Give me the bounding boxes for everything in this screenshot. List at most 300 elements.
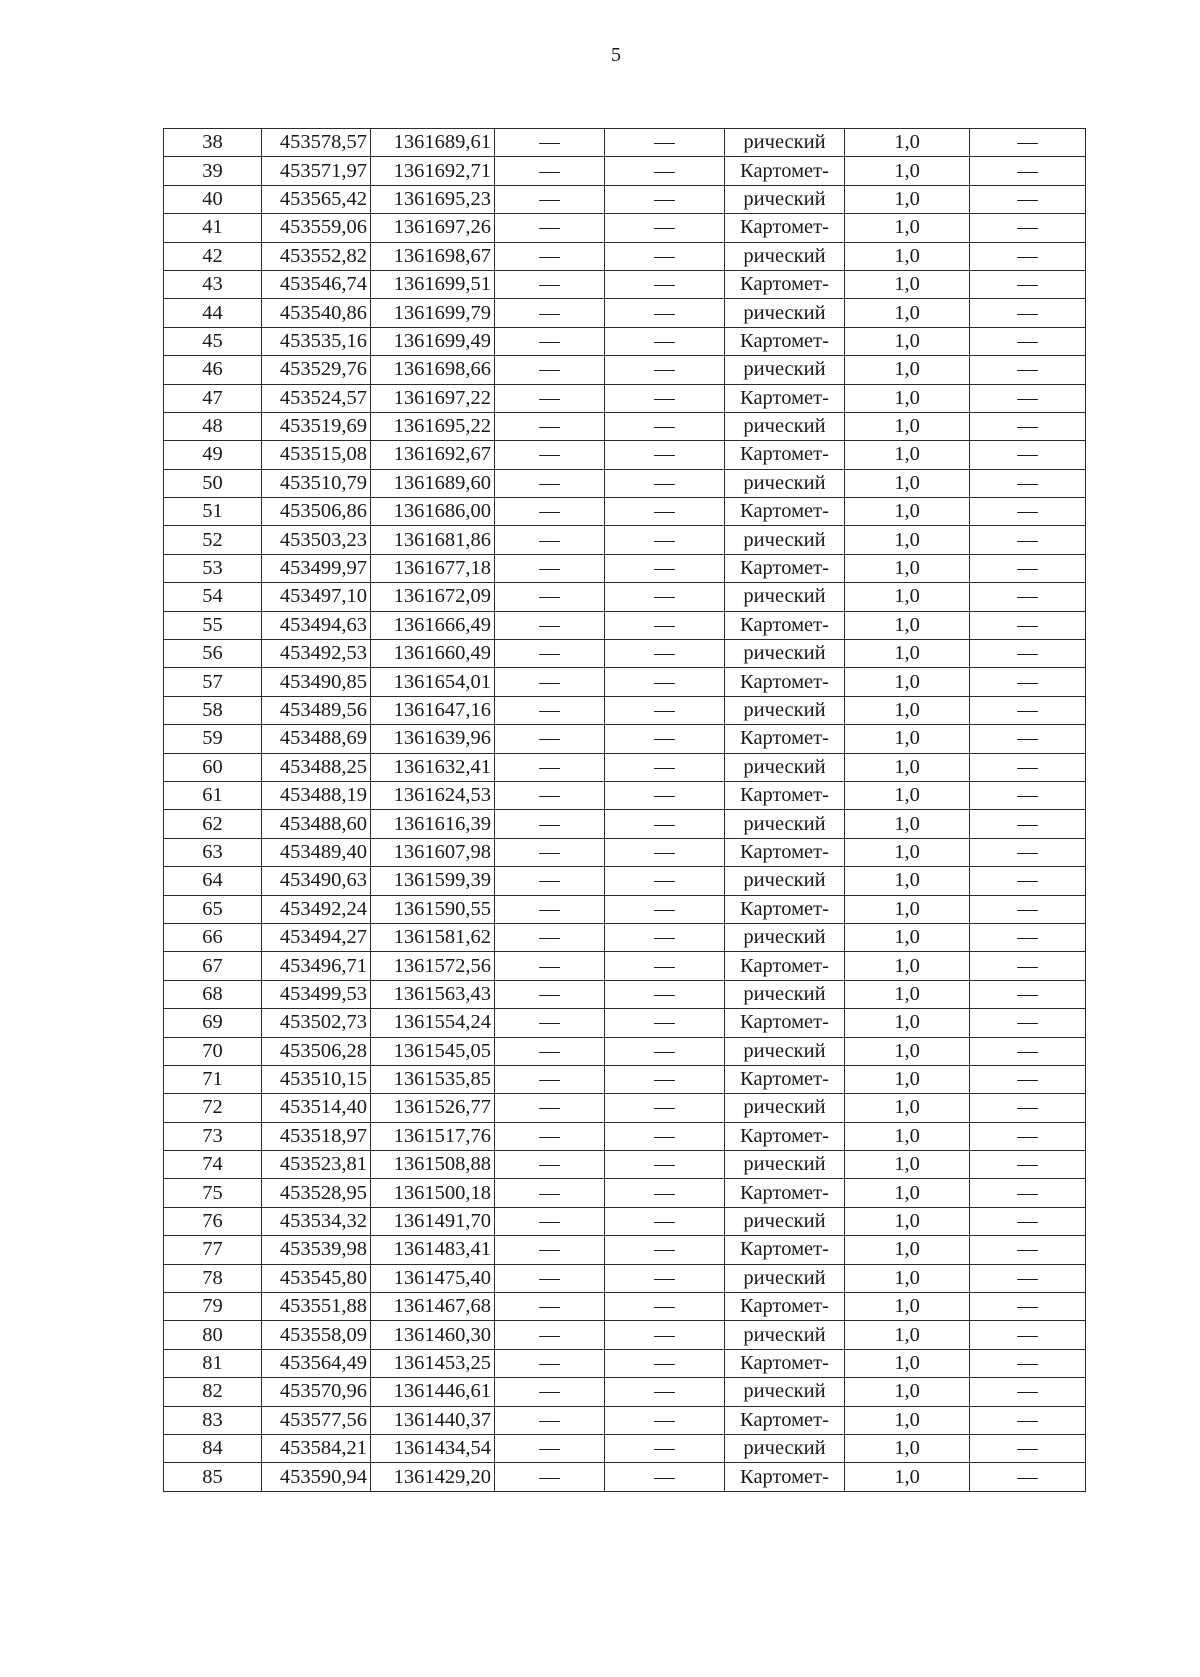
method-cell: Картомет- (725, 781, 845, 809)
empty-value-cell: — (495, 214, 605, 242)
empty-value-cell: — (495, 781, 605, 809)
empty-value-cell: — (605, 1037, 725, 1065)
method-cell: Картомет- (725, 1179, 845, 1207)
empty-value-cell: — (605, 441, 725, 469)
accuracy-cell: 1,0 (845, 923, 970, 951)
method-cell: Картомет- (725, 554, 845, 582)
method-cell: рический (725, 583, 845, 611)
table-row (164, 299, 1086, 327)
empty-value-cell: — (605, 1065, 725, 1093)
table-row (164, 214, 1086, 242)
point-number-cell: 65 (164, 895, 262, 923)
accuracy-cell: 1,0 (845, 1349, 970, 1377)
point-number-cell: 79 (164, 1293, 262, 1321)
table-row (164, 810, 1086, 838)
method-cell: Картомет- (725, 1293, 845, 1321)
empty-value-cell: — (605, 1151, 725, 1179)
y-coordinate-cell: 1361698,66 (371, 356, 495, 384)
empty-value-cell: — (605, 1264, 725, 1292)
method-cell: рический (725, 242, 845, 270)
point-number-cell: 85 (164, 1463, 262, 1491)
empty-value-cell: — (970, 498, 1086, 526)
y-coordinate-cell: 1361681,86 (371, 526, 495, 554)
table-row (164, 441, 1086, 469)
empty-value-cell: — (605, 242, 725, 270)
empty-value-cell: — (970, 412, 1086, 440)
table-row (164, 668, 1086, 696)
accuracy-cell: 1,0 (845, 498, 970, 526)
empty-value-cell: — (495, 1264, 605, 1292)
table-row (164, 129, 1086, 157)
point-number-cell: 75 (164, 1179, 262, 1207)
empty-value-cell: — (605, 781, 725, 809)
empty-value-cell: — (605, 583, 725, 611)
method-cell: Картомет- (725, 1463, 845, 1491)
empty-value-cell: — (495, 185, 605, 213)
point-number-cell: 41 (164, 214, 262, 242)
point-number-cell: 55 (164, 611, 262, 639)
accuracy-cell: 1,0 (845, 327, 970, 355)
x-coordinate-cell: 453545,80 (262, 1264, 371, 1292)
accuracy-cell: 1,0 (845, 1065, 970, 1093)
point-number-cell: 81 (164, 1349, 262, 1377)
x-coordinate-cell: 453502,73 (262, 1009, 371, 1037)
point-number-cell: 63 (164, 838, 262, 866)
point-number-cell: 73 (164, 1122, 262, 1150)
x-coordinate-cell: 453494,63 (262, 611, 371, 639)
empty-value-cell: — (495, 1236, 605, 1264)
y-coordinate-cell: 1361616,39 (371, 810, 495, 838)
empty-value-cell: — (495, 1122, 605, 1150)
empty-value-cell: — (605, 923, 725, 951)
method-cell: Картомет- (725, 895, 845, 923)
x-coordinate-cell: 453515,08 (262, 441, 371, 469)
empty-value-cell: — (970, 327, 1086, 355)
empty-value-cell: — (970, 867, 1086, 895)
x-coordinate-cell: 453506,86 (262, 498, 371, 526)
y-coordinate-cell: 1361697,22 (371, 384, 495, 412)
empty-value-cell: — (605, 1349, 725, 1377)
method-cell: Картомет- (725, 441, 845, 469)
accuracy-cell: 1,0 (845, 838, 970, 866)
y-coordinate-cell: 1361500,18 (371, 1179, 495, 1207)
empty-value-cell: — (605, 1406, 725, 1434)
y-coordinate-cell: 1361475,40 (371, 1264, 495, 1292)
coordinates-table (163, 128, 1086, 1492)
y-coordinate-cell: 1361695,22 (371, 412, 495, 440)
x-coordinate-cell: 453506,28 (262, 1037, 371, 1065)
empty-value-cell: — (495, 554, 605, 582)
x-coordinate-cell: 453510,15 (262, 1065, 371, 1093)
point-number-cell: 62 (164, 810, 262, 838)
empty-value-cell: — (495, 696, 605, 724)
y-coordinate-cell: 1361666,49 (371, 611, 495, 639)
y-coordinate-cell: 1361434,54 (371, 1434, 495, 1462)
table-row (164, 1236, 1086, 1264)
x-coordinate-cell: 453488,19 (262, 781, 371, 809)
method-cell: рический (725, 526, 845, 554)
x-coordinate-cell: 453528,95 (262, 1179, 371, 1207)
method-cell: рический (725, 1151, 845, 1179)
accuracy-cell: 1,0 (845, 469, 970, 497)
accuracy-cell: 1,0 (845, 810, 970, 838)
empty-value-cell: — (605, 498, 725, 526)
empty-value-cell: — (495, 1378, 605, 1406)
point-number-cell: 67 (164, 952, 262, 980)
y-coordinate-cell: 1361545,05 (371, 1037, 495, 1065)
empty-value-cell: — (970, 356, 1086, 384)
table-row (164, 1151, 1086, 1179)
x-coordinate-cell: 453503,23 (262, 526, 371, 554)
empty-value-cell: — (970, 1406, 1086, 1434)
method-cell: рический (725, 1434, 845, 1462)
empty-value-cell: — (495, 753, 605, 781)
accuracy-cell: 1,0 (845, 781, 970, 809)
table-row (164, 611, 1086, 639)
empty-value-cell: — (495, 952, 605, 980)
accuracy-cell: 1,0 (845, 1378, 970, 1406)
empty-value-cell: — (970, 1236, 1086, 1264)
empty-value-cell: — (495, 640, 605, 668)
method-cell: рический (725, 469, 845, 497)
x-coordinate-cell: 453551,88 (262, 1293, 371, 1321)
table-row (164, 554, 1086, 582)
method-cell: рический (725, 867, 845, 895)
empty-value-cell: — (605, 725, 725, 753)
point-number-cell: 43 (164, 270, 262, 298)
y-coordinate-cell: 1361672,09 (371, 583, 495, 611)
accuracy-cell: 1,0 (845, 299, 970, 327)
point-number-cell: 54 (164, 583, 262, 611)
table-row (164, 1349, 1086, 1377)
y-coordinate-cell: 1361654,01 (371, 668, 495, 696)
method-cell: рический (725, 810, 845, 838)
x-coordinate-cell: 453570,96 (262, 1378, 371, 1406)
x-coordinate-cell: 453540,86 (262, 299, 371, 327)
empty-value-cell: — (495, 157, 605, 185)
x-coordinate-cell: 453518,97 (262, 1122, 371, 1150)
empty-value-cell: — (495, 1349, 605, 1377)
empty-value-cell: — (495, 299, 605, 327)
empty-value-cell: — (970, 1378, 1086, 1406)
x-coordinate-cell: 453497,10 (262, 583, 371, 611)
empty-value-cell: — (495, 1293, 605, 1321)
empty-value-cell: — (970, 214, 1086, 242)
empty-value-cell: — (970, 1264, 1086, 1292)
empty-value-cell: — (495, 412, 605, 440)
table-row (164, 412, 1086, 440)
accuracy-cell: 1,0 (845, 725, 970, 753)
point-number-cell: 80 (164, 1321, 262, 1349)
x-coordinate-cell: 453523,81 (262, 1151, 371, 1179)
empty-value-cell: — (970, 129, 1086, 157)
x-coordinate-cell: 453490,63 (262, 867, 371, 895)
accuracy-cell: 1,0 (845, 185, 970, 213)
y-coordinate-cell: 1361453,25 (371, 1349, 495, 1377)
accuracy-cell: 1,0 (845, 412, 970, 440)
accuracy-cell: 1,0 (845, 640, 970, 668)
table-row (164, 185, 1086, 213)
empty-value-cell: — (605, 810, 725, 838)
empty-value-cell: — (605, 1179, 725, 1207)
point-number-cell: 51 (164, 498, 262, 526)
empty-value-cell: — (970, 1207, 1086, 1235)
accuracy-cell: 1,0 (845, 952, 970, 980)
empty-value-cell: — (970, 526, 1086, 554)
method-cell: Картомет- (725, 270, 845, 298)
empty-value-cell: — (970, 242, 1086, 270)
table-row (164, 725, 1086, 753)
method-cell: Картомет- (725, 838, 845, 866)
point-number-cell: 44 (164, 299, 262, 327)
x-coordinate-cell: 453539,98 (262, 1236, 371, 1264)
empty-value-cell: — (970, 441, 1086, 469)
x-coordinate-cell: 453578,57 (262, 129, 371, 157)
point-number-cell: 58 (164, 696, 262, 724)
y-coordinate-cell: 1361692,67 (371, 441, 495, 469)
table-row (164, 781, 1086, 809)
point-number-cell: 64 (164, 867, 262, 895)
y-coordinate-cell: 1361590,55 (371, 895, 495, 923)
x-coordinate-cell: 453524,57 (262, 384, 371, 412)
empty-value-cell: — (605, 1236, 725, 1264)
point-number-cell: 60 (164, 753, 262, 781)
point-number-cell: 57 (164, 668, 262, 696)
point-number-cell: 61 (164, 781, 262, 809)
empty-value-cell: — (970, 469, 1086, 497)
accuracy-cell: 1,0 (845, 980, 970, 1008)
point-number-cell: 84 (164, 1434, 262, 1462)
method-cell: рический (725, 299, 845, 327)
x-coordinate-cell: 453492,24 (262, 895, 371, 923)
empty-value-cell: — (495, 384, 605, 412)
point-number-cell: 77 (164, 1236, 262, 1264)
empty-value-cell: — (605, 1293, 725, 1321)
x-coordinate-cell: 453488,60 (262, 810, 371, 838)
table-row (164, 1293, 1086, 1321)
point-number-cell: 45 (164, 327, 262, 355)
method-cell: Картомет- (725, 1009, 845, 1037)
empty-value-cell: — (605, 895, 725, 923)
empty-value-cell: — (495, 469, 605, 497)
y-coordinate-cell: 1361632,41 (371, 753, 495, 781)
empty-value-cell: — (495, 838, 605, 866)
point-number-cell: 72 (164, 1094, 262, 1122)
x-coordinate-cell: 453496,71 (262, 952, 371, 980)
empty-value-cell: — (970, 1434, 1086, 1462)
x-coordinate-cell: 453499,53 (262, 980, 371, 1008)
table-row (164, 952, 1086, 980)
empty-value-cell: — (605, 1434, 725, 1462)
x-coordinate-cell: 453546,74 (262, 270, 371, 298)
empty-value-cell: — (605, 1207, 725, 1235)
empty-value-cell: — (495, 867, 605, 895)
y-coordinate-cell: 1361581,62 (371, 923, 495, 951)
empty-value-cell: — (495, 725, 605, 753)
accuracy-cell: 1,0 (845, 668, 970, 696)
point-number-cell: 40 (164, 185, 262, 213)
accuracy-cell: 1,0 (845, 384, 970, 412)
empty-value-cell: — (495, 1179, 605, 1207)
accuracy-cell: 1,0 (845, 526, 970, 554)
method-cell: рический (725, 1264, 845, 1292)
empty-value-cell: — (970, 1037, 1086, 1065)
x-coordinate-cell: 453558,09 (262, 1321, 371, 1349)
y-coordinate-cell: 1361697,26 (371, 214, 495, 242)
table-body (164, 129, 1086, 1492)
method-cell: рический (725, 923, 845, 951)
y-coordinate-cell: 1361639,96 (371, 725, 495, 753)
method-cell: рический (725, 356, 845, 384)
y-coordinate-cell: 1361699,79 (371, 299, 495, 327)
method-cell: рический (725, 980, 845, 1008)
point-number-cell: 76 (164, 1207, 262, 1235)
method-cell: Картомет- (725, 952, 845, 980)
empty-value-cell: — (970, 1293, 1086, 1321)
empty-value-cell: — (495, 441, 605, 469)
point-number-cell: 56 (164, 640, 262, 668)
empty-value-cell: — (605, 157, 725, 185)
y-coordinate-cell: 1361695,23 (371, 185, 495, 213)
empty-value-cell: — (970, 554, 1086, 582)
empty-value-cell: — (970, 923, 1086, 951)
empty-value-cell: — (495, 1463, 605, 1491)
point-number-cell: 82 (164, 1378, 262, 1406)
empty-value-cell: — (495, 810, 605, 838)
accuracy-cell: 1,0 (845, 441, 970, 469)
accuracy-cell: 1,0 (845, 214, 970, 242)
method-cell: рический (725, 1207, 845, 1235)
x-coordinate-cell: 453499,97 (262, 554, 371, 582)
empty-value-cell: — (605, 356, 725, 384)
table-row (164, 270, 1086, 298)
empty-value-cell: — (970, 1151, 1086, 1179)
empty-value-cell: — (495, 498, 605, 526)
page-number: 5 (611, 44, 621, 66)
empty-value-cell: — (970, 696, 1086, 724)
y-coordinate-cell: 1361508,88 (371, 1151, 495, 1179)
method-cell: Картомет- (725, 1349, 845, 1377)
empty-value-cell: — (970, 270, 1086, 298)
table-row (164, 327, 1086, 355)
empty-value-cell: — (495, 129, 605, 157)
empty-value-cell: — (495, 526, 605, 554)
point-number-cell: 69 (164, 1009, 262, 1037)
x-coordinate-cell: 453494,27 (262, 923, 371, 951)
table-row (164, 498, 1086, 526)
table-row (164, 696, 1086, 724)
empty-value-cell: — (605, 384, 725, 412)
method-cell: Картомет- (725, 1122, 845, 1150)
empty-value-cell: — (605, 327, 725, 355)
method-cell: Картомет- (725, 725, 845, 753)
accuracy-cell: 1,0 (845, 1094, 970, 1122)
empty-value-cell: — (605, 867, 725, 895)
y-coordinate-cell: 1361677,18 (371, 554, 495, 582)
y-coordinate-cell: 1361647,16 (371, 696, 495, 724)
table-row (164, 1207, 1086, 1235)
y-coordinate-cell: 1361698,67 (371, 242, 495, 270)
x-coordinate-cell: 453510,79 (262, 469, 371, 497)
empty-value-cell: — (970, 1463, 1086, 1491)
y-coordinate-cell: 1361526,77 (371, 1094, 495, 1122)
accuracy-cell: 1,0 (845, 1122, 970, 1150)
accuracy-cell: 1,0 (845, 1293, 970, 1321)
empty-value-cell: — (970, 611, 1086, 639)
table-row (164, 526, 1086, 554)
point-number-cell: 70 (164, 1037, 262, 1065)
empty-value-cell: — (495, 1009, 605, 1037)
method-cell: рический (725, 129, 845, 157)
accuracy-cell: 1,0 (845, 753, 970, 781)
empty-value-cell: — (970, 1065, 1086, 1093)
table-row (164, 1065, 1086, 1093)
y-coordinate-cell: 1361460,30 (371, 1321, 495, 1349)
y-coordinate-cell: 1361599,39 (371, 867, 495, 895)
y-coordinate-cell: 1361699,49 (371, 327, 495, 355)
empty-value-cell: — (970, 895, 1086, 923)
x-coordinate-cell: 453488,25 (262, 753, 371, 781)
table-row (164, 1434, 1086, 1462)
accuracy-cell: 1,0 (845, 611, 970, 639)
table-row (164, 356, 1086, 384)
empty-value-cell: — (605, 1321, 725, 1349)
y-coordinate-cell: 1361689,60 (371, 469, 495, 497)
table-row (164, 157, 1086, 185)
accuracy-cell: 1,0 (845, 1179, 970, 1207)
empty-value-cell: — (605, 668, 725, 696)
method-cell: Картомет- (725, 1236, 845, 1264)
empty-value-cell: — (605, 299, 725, 327)
empty-value-cell: — (605, 1122, 725, 1150)
empty-value-cell: — (970, 668, 1086, 696)
method-cell: Картомет- (725, 214, 845, 242)
method-cell: рический (725, 696, 845, 724)
point-number-cell: 53 (164, 554, 262, 582)
point-number-cell: 66 (164, 923, 262, 951)
empty-value-cell: — (495, 270, 605, 298)
x-coordinate-cell: 453564,49 (262, 1349, 371, 1377)
x-coordinate-cell: 453565,42 (262, 185, 371, 213)
y-coordinate-cell: 1361446,61 (371, 1378, 495, 1406)
empty-value-cell: — (495, 980, 605, 1008)
empty-value-cell: — (605, 412, 725, 440)
empty-value-cell: — (495, 327, 605, 355)
point-number-cell: 42 (164, 242, 262, 270)
empty-value-cell: — (605, 1009, 725, 1037)
empty-value-cell: — (495, 1094, 605, 1122)
empty-value-cell: — (970, 1094, 1086, 1122)
y-coordinate-cell: 1361467,68 (371, 1293, 495, 1321)
empty-value-cell: — (970, 1009, 1086, 1037)
accuracy-cell: 1,0 (845, 1151, 970, 1179)
accuracy-cell: 1,0 (845, 1009, 970, 1037)
y-coordinate-cell: 1361483,41 (371, 1236, 495, 1264)
table-row (164, 384, 1086, 412)
point-number-cell: 52 (164, 526, 262, 554)
x-coordinate-cell: 453552,82 (262, 242, 371, 270)
point-number-cell: 71 (164, 1065, 262, 1093)
accuracy-cell: 1,0 (845, 1264, 970, 1292)
x-coordinate-cell: 453488,69 (262, 725, 371, 753)
accuracy-cell: 1,0 (845, 1463, 970, 1491)
x-coordinate-cell: 453492,53 (262, 640, 371, 668)
table-row (164, 1122, 1086, 1150)
x-coordinate-cell: 453577,56 (262, 1406, 371, 1434)
x-coordinate-cell: 453489,40 (262, 838, 371, 866)
empty-value-cell: — (970, 157, 1086, 185)
empty-value-cell: — (970, 952, 1086, 980)
